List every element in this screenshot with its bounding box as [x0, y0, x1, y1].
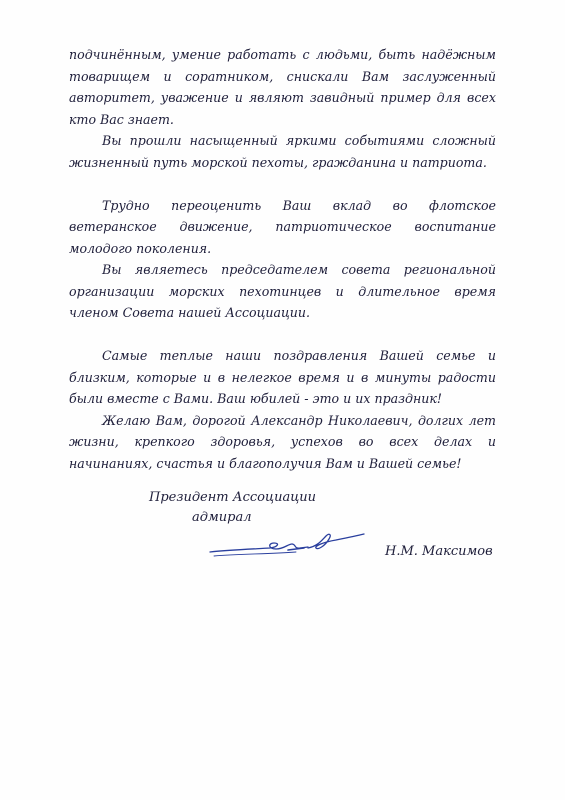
signatory-name: Н.М. Максимов	[385, 544, 493, 559]
paragraph-4: Вы являетесь председателем совета региональной организации морских пехотинцев и длительное время членом Совета нашей Ассоциации.	[69, 262, 496, 320]
paragraph-3: Трудно переоценить Ваш вклад во флотское ветеранское движение, патриотическое воспитание молодого поколения.	[69, 197, 496, 256]
paragraph-1: подчинённым, умение работать с людьми, быть надёжным товарищем и соратником, снискали Вам заслуженный авторитет, уважение и являют завидный пример для всех кто Вас знает.	[69, 47, 496, 127]
paragraph-gap	[69, 324, 496, 346]
signatory-rank: адмирал	[192, 510, 252, 525]
signatory-title: Президент Ассоциации	[149, 490, 317, 505]
paragraph-6: Желаю Вам, дорогой Александр Николаевич, долгих лет жизни, крепкого здоровья, успехов во всех делах и начинаниях, счастья и благополучия Вам и Вашей семье!	[69, 412, 496, 471]
letter-body	[69, 44, 496, 474]
paragraph-2: Вы прошли насыщенный яркими событиями сложный жизненный путь морской пехоты, гражданина и патриота.	[69, 133, 496, 170]
paragraph-5: Самые теплые наши поздравления Вашей семье и близким, которые и в нелегкое время и в минуты радости были вместе с Вами. Ваш юбилей - это и их праздник!	[69, 348, 496, 406]
handwritten-signature	[208, 526, 368, 566]
paragraph-gap	[69, 173, 496, 195]
